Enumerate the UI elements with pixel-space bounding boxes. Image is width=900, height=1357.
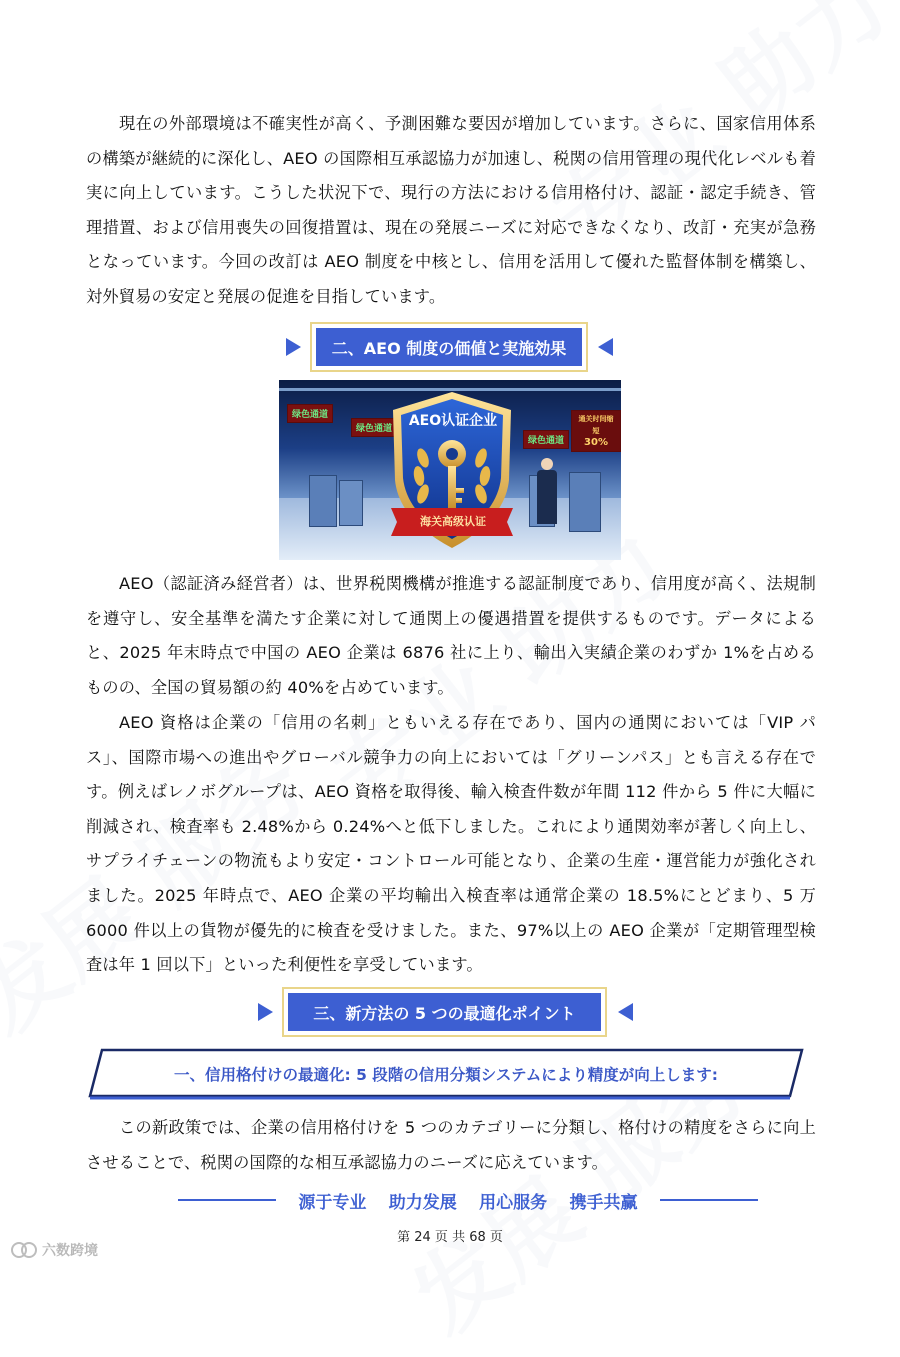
paragraph-new-policy: この新政策では、企業の信用格付けを 5 つのカテゴリーに分類し、格付けの精度をさらに向上させることで、税関の国際的な相互承認協力のニーズに応えています。 bbox=[86, 1118, 816, 1172]
section-heading-2: 二、AEO 制度の価値と実施効果 bbox=[316, 328, 582, 366]
slogan-item: 助力发展 bbox=[388, 1192, 457, 1213]
sign-green-channel: 绿色通道 bbox=[523, 430, 569, 449]
sign-green-channel: 绿色通道 bbox=[351, 418, 397, 437]
arrow-left-icon bbox=[618, 1003, 633, 1021]
paragraph-aeo-definition: AEO（認証済み経営者）は、世界税関機構が推進する認証制度であり、信用度が高く、法規制を遵守し、安全基準を満たす企業に対して通関上の優遇措置を提供するものです。データによると、2025 年末時点で中国の AEO 企業は 6876 社に上り、輸出入実績企業のわずか 1%を占めるものの、全国の貿易額の約 40%を占めています。 bbox=[86, 574, 816, 697]
sign-value: 30% bbox=[584, 437, 608, 448]
subheading-credit-rating: 一、信用格付けの最適化: 5 段階の信用分類システムにより精度が向上します: bbox=[174, 1066, 718, 1084]
slogan-item: 携手共赢 bbox=[569, 1192, 638, 1213]
paragraph-aeo-benefits: AEO 資格は企業の「信用の名刺」ともいえる存在であり、国内の通関においては「VIP パス」、国際市場への進出やグローバル競争力の向上においては「グリーンパス」とも言える存在です。例えばレノボグループは、AEO 資格を取得後、輸入検査件数が年間 112 件から 5 件に大幅に削減され、検査率も 2.48%から 0.24%へと低下しました。これにより通関効率が著しく向上し、サプライチェーンの物流もより安定・コントロール可能となり、企業の生産・運営能力が強化されました。2025 年時点で、AEO 企業の平均輸出入検査率は通常企業の 18.5%にとどまり、5 万 6000 件以上の貨物が優先的に検査を受けました。また、97%以上の AEO 企業が「定期管理型検査は年 1 回以下」といった利便性を享受しています。 bbox=[86, 713, 816, 975]
arrow-left-icon bbox=[598, 338, 613, 356]
person-head bbox=[541, 458, 553, 470]
slogan-item: 源于专业 bbox=[298, 1192, 367, 1213]
logo-text: 六数跨境 bbox=[42, 1243, 98, 1259]
gate bbox=[309, 475, 337, 527]
footer-logo bbox=[10, 1240, 98, 1260]
paragraph-intro: 現在の外部環境は不確実性が高く、予測困難な要因が増加しています。さらに、国家信用体系の構築が継続的に深化し、AEO の国際相互承認協力が加速し、税関の信用管理の現代化レベルも着実に向上しています。こうした状況下で、現行の方法における信用格付け、認証・認定手続き、管理措置、および信用喪失の回復措置は、現在の発展ニーズに対応できなくなり、改訂・充実が急務となっています。今回の改訂は AEO 制度を中核とし、信用を活用して優れた監督体制を構築し、対外貿易の安定と発展の促進を目指しています。 bbox=[86, 114, 816, 306]
subheading-bar bbox=[88, 1048, 804, 1100]
slogan-item: 用心服务 bbox=[479, 1192, 548, 1213]
person-body bbox=[537, 470, 557, 524]
badge-title: AEO认证企业 bbox=[408, 413, 498, 429]
sign-green-channel: 绿色通道 bbox=[287, 404, 333, 423]
gate bbox=[569, 472, 601, 532]
badge-ribbon-text: 海关高级认证 bbox=[420, 515, 486, 528]
slogan-line-right bbox=[660, 1199, 758, 1201]
slogan-line-left bbox=[178, 1199, 276, 1201]
gate bbox=[339, 480, 363, 526]
arrow-right-icon bbox=[258, 1003, 273, 1021]
sign-time-reduction bbox=[571, 410, 621, 452]
logo-icon bbox=[10, 1241, 38, 1259]
section-heading-3: 三、新方法の 5 つの最適化ポイント bbox=[288, 993, 601, 1031]
arrow-right-icon bbox=[286, 338, 301, 356]
footer-slogan bbox=[178, 1186, 758, 1214]
sign-text: 通关时间缩短 bbox=[578, 415, 614, 435]
page-number: 第 24 页 共 68 页 bbox=[397, 1230, 503, 1245]
aeo-certification-image bbox=[279, 380, 621, 560]
